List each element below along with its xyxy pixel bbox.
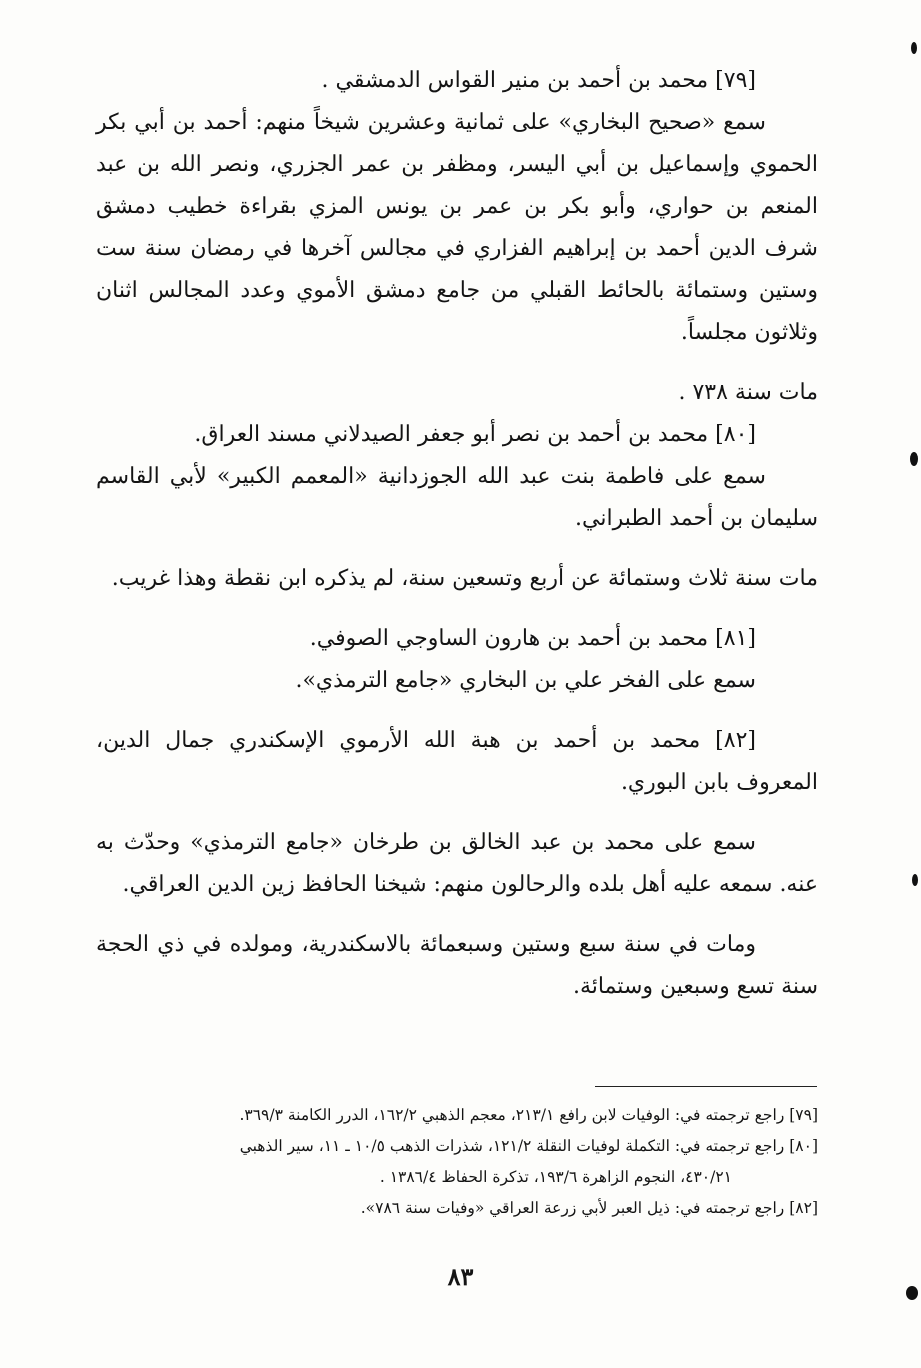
entry-80-body: سمع على فاطمة بنت عبد الله الجوزدانية «المعمم الكبير» لأبي القاسم سليمان بن أحمد الطبراني. (96, 464, 818, 531)
scan-mark (912, 874, 918, 886)
entry-79-heading: [٧٩] محمد بن أحمد بن منير القواس الدمشقي . (321, 68, 756, 93)
entry-79-death: مات سنة ٧٣٨ . (678, 380, 818, 405)
entry-82-body: سمع على محمد بن عبد الخالق بن طرخان «جامع الترمذي» وحدّث به عنه. سمعه عليه أهل بلده والرحالون منهم: شيخنا الحافظ زين الدين العراقي. (96, 830, 818, 897)
footnote-79: [٧٩] راجع ترجمته في: الوفيات لابن رافع ٢١٣/١، معجم الذهبي ١٦٢/٢، الدرر الكامنة ٣٦٩/٣. (239, 1106, 818, 1124)
main-text (96, 60, 818, 1008)
footnote-80-line-2: ٤٣٠/٢١، النجوم الزاهرة ١٩٣/٦، تذكرة الحفاظ ١٣٨٦/٤ . (379, 1168, 732, 1186)
scan-mark (906, 1286, 918, 1300)
scan-mark (911, 42, 917, 54)
footnotes (96, 1100, 818, 1224)
footnote-80 (96, 1131, 818, 1193)
footnote-82: [٨٢] راجع ترجمته في: ذيل العبر لأبي زرعة العراقي «وفيات سنة ٧٨٦». (360, 1199, 818, 1217)
entry-80-heading: [٨٠] محمد بن أحمد بن نصر أبو جعفر الصيدلاني مسند العراق. (194, 422, 756, 447)
footnote-80-line-1: [٨٠] راجع ترجمته في: التكملة لوفيات النقلة ١٢١/٢، شذرات الذهب ١٠/٥ ـ ١١، سير الذهبي (239, 1137, 818, 1155)
entry-81-body: سمع على الفخر علي بن البخاري «جامع الترمذي». (295, 668, 756, 693)
entry-79-body: سمع «صحيح البخاري» على ثمانية وعشرين شيخاً منهم: أحمد بن أبي بكر الحموي وإسماعيل بن أبي اليسر، ومظفر بن عمر الجزري، ونصر الله بن عبد المنعم بن حواري، وأبو بكر بن عمر بن يونس المزي بقراءة خطيب دمشق شرف الدين أحمد بن إبراهيم الفزاري في مجالس آخرها في رمضان سنة ست وستين وستمائة بالحائط القبلي من جامع دمشق الأموي وعدد المجالس اثنان وثلاثون مجلساً. (96, 110, 818, 345)
footnote-divider (595, 1086, 817, 1087)
page-number: ٨٣ (447, 1262, 474, 1291)
entry-82-death: ومات في سنة سبع وستين وسبعمائة بالاسكندرية، ومولده في ذي الحجة سنة تسع وسبعين وستمائة. (96, 932, 818, 999)
entry-80-death: مات سنة ثلاث وستمائة عن أربع وتسعين سنة، لم يذكره ابن نقطة وهذا غريب. (111, 566, 818, 591)
entry-81-heading: [٨١] محمد بن أحمد بن هارون الساوجي الصوفي. (309, 626, 756, 651)
entry-82-heading: [٨٢] محمد بن أحمد بن هبة الله الأرموي الإسكندري جمال الدين، المعروف بابن البوري. (96, 728, 818, 795)
scan-mark (910, 452, 918, 466)
